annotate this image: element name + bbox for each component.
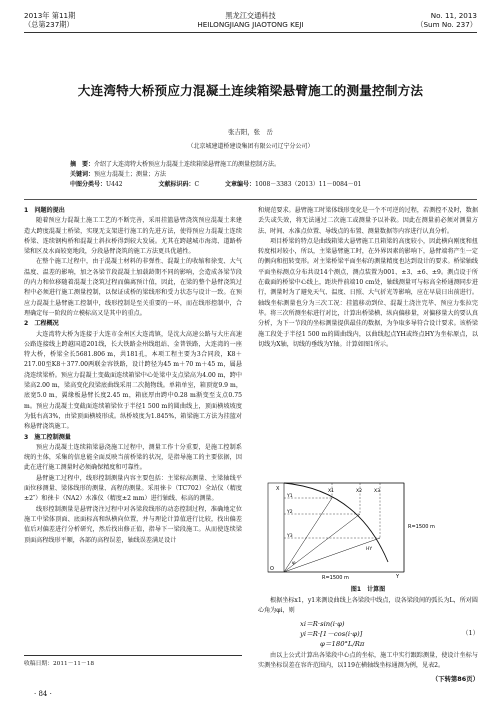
left-paragraph: 大连湾特大桥为连接于大连市金州区大连湾镇，是沈大高速公路与大庄高速公路连接线上跨越国道201线，长大铁路金州线组站、金普铁路，大连湾的一座特大桥，桥梁全长5681.806 m，共181孔，本项工程主要为3合同段，K8＋217.00至K8＋377.00两联金容铁路，设计跨径为45 m＋70 m＋45 m，属悬浇连续梁桥。预应力混凝土变截面连续箱梁中心处梁中支点梁高为4.00 m，跨中梁高2.00 m，梁高变化段梁底曲线采用二次抛物线。单箱单室，箱顶宽9.9 m，底宽5.0 m，翼缘板悬臂长度2.45 m，箱底厚由跨中0.28 m渐变至支点0.75 m。预应力混凝土变截面连续箱梁位于半径1 500 m的圆曲线上，顶面横坡坡度为低右高3%，由梁顶面横坡形成。纵桥坡度为1.845%，箱梁施工方法为挂篮对称悬臂浇筑施工。 xyxy=(24,330,242,431)
label-x3: X3 xyxy=(374,489,380,494)
article-authors: 张吉阳，张 岳 xyxy=(228,128,273,136)
equation-3: φ＝180°L/Rπ xyxy=(320,640,365,648)
left-paragraph: 预应力混凝土连续箱梁悬浇施工过程中，测量工作十分重要，是施工控制系统的主体，采集的信息能全面反映当前桥梁的状况，是指导施工的主要依据，因此在进行施工测量时必须确保精度和可靠性。 xyxy=(24,443,242,472)
label-y3: Y3 xyxy=(287,534,293,539)
clc-value: U442 xyxy=(106,181,123,188)
classification xyxy=(70,180,430,190)
keywords-text: 预应力混凝土；测量；方法 xyxy=(94,171,167,178)
after-figure-paragraph: 根据坐标x1，y1来测设曲线上各梁段中线点，设各梁段间的弧长为L，所对圆心角为φi，则 xyxy=(258,597,478,614)
abstract-label: 摘 要： xyxy=(70,161,95,168)
figure-1-diagram xyxy=(262,480,476,580)
right-paragraph: 项目桥梁的特点是曲线箱梁大悬臂施工且箱梁的高度较小，因此横向刚度和扭转度相对较小，所以，主梁悬臂施工时，在外界因素的影响下，悬臂端将产生一定的侧向和扭转变形。对主梁桥梁平面坐标的测量精度也达到设计的要求。桥梁轴线平面坐标测点分布共设14个测点，测点装置为001、±3、±6、±9。测点设于所在截面的桥梁中心线上，距块件前端10 cm处，轴线测量可与标高全桥通测同步进行，测量时为了避免天气、温度、日照、大气折光等影响，应在早晨日出前进行。轴线坐标测量也分为三次工况：挂篮移动到位、混凝土浇注完毕、预应力张拉完毕。将三次所测坐标进行对比，计算出桥梁横、纵向偏移量，对偏移量大的要认真分析，为下一节段的坐标测量提供最佳的数据，为争取多导符合设计要求。该桥梁施工段处于半径1 500 m的圆曲线内，以曲线起点YH或终点HY为坐标原点，以切线为X轴，切线的垂线为Y轴。计算如图1所示。 xyxy=(258,237,478,348)
figure-caption: 图1 计算图 xyxy=(350,586,386,593)
abstract xyxy=(70,160,430,170)
issue-info-en xyxy=(416,11,477,29)
left-paragraph: 随着预应力混凝土施工工艺的不断完善，采用挂篮悬臂浇筑预应混凝土来建造大跨度混凝土桥梁，实现无支架进行施工的先进方法，使得预应力混凝土连续桥梁、连续钢构桥和混凝土斜拉桥得到较大发展。尤其在跨越城市海湾、道路桥梁和区及水面较宽地段，分段悬臂浇筑的施工方法更具优越性。 xyxy=(24,217,242,256)
equation-1: xi＝R·sin(i·φ) xyxy=(300,620,345,628)
left-paragraph: 线形控制测量是悬臂浇注过程中对各梁段线形的动态控制过程，准确地定位施工中梁体顶面、底面标高和纵横向位置，并与理论计算值进行比较，找出偏差值后对偏差进行分析研究，然后找出修正值，指导下一梁段施工。从而使连续梁顶面高程线形平顺，各部的高程误差，轴线误差满足设计 xyxy=(24,505,242,544)
label-x2: X2 xyxy=(356,489,362,494)
journal-name xyxy=(24,11,477,29)
issue-number-en: No. 11, 2013 xyxy=(430,11,477,20)
after-figure-text xyxy=(258,596,478,616)
label-x1: X1 xyxy=(328,489,334,494)
label-hy: HY xyxy=(366,547,373,552)
abstract-text: 介绍了大连湾特大桥预应力混凝土连续箱梁悬臂施工的测量控制方法。 xyxy=(94,161,281,168)
article-title: 大连湾特大桥预应力混凝土连续箱梁悬臂施工的测量控制方法 xyxy=(77,83,424,98)
issue-sum-en: （Sum No. 237） xyxy=(416,20,477,29)
curve-arc xyxy=(284,483,388,562)
left-heading: 2 工程概况 xyxy=(24,320,59,328)
label-x: X xyxy=(276,486,280,492)
article-affiliation: （北京城建道桥建设集团有限公司辽宁分公司） xyxy=(187,143,314,150)
abstract-rule xyxy=(24,199,477,200)
doccode-value: C xyxy=(194,181,200,188)
page-number: · 84 · xyxy=(34,690,52,698)
issue-sum: （总第237期） xyxy=(24,20,74,29)
journal-name-en: HEILONGJIANG JIAOTONG KEJI xyxy=(197,20,304,29)
label-radius-right: R=1500 m xyxy=(408,524,435,530)
footnote: 收稿日期：2011－11－18 xyxy=(24,655,242,667)
left-heading: 1 问题的提出 xyxy=(24,207,65,214)
keywords xyxy=(70,170,430,180)
right-column xyxy=(258,206,478,350)
label-y2: Y2 xyxy=(287,510,293,515)
closing-text xyxy=(258,651,478,671)
doccode-label: 文献标识码： xyxy=(158,181,195,188)
label-y1: Y1 xyxy=(287,494,293,499)
equation-number: （1） xyxy=(462,629,479,637)
equation-2: yi＝R·[1－cos(i·φ)] xyxy=(300,630,363,638)
left-paragraph: 悬臂施工过程中，线形控制测量内容主要包括：主梁标高测量、主梁轴线平面位移测量、梁体线形的测量、高程的测量。采用徕卡（TC702）全站仪（精度±2″）和徕卡（NA2）水准仪（精度±2 mm）进行轴线、标高的测量。 xyxy=(24,474,242,503)
keywords-label: 关键词： xyxy=(70,171,95,178)
label-o: O xyxy=(270,566,274,572)
right-paragraph: 和规范要求。悬臂施工时梁体线形变化是一个不可逆的过程，若测控不及时，数据丢失或失效，将无法通过二次施工或测量予以补救。因此在测量前必须对测量方法、时间、水准点位置、导线点的布置、测量数据等内容进行认真分析。 xyxy=(258,207,478,235)
left-heading: 3 施工控制测量 xyxy=(24,433,71,441)
closing-paragraph: 由以上公式计算出各梁段中心点的坐标，施工中实行跟踪测量，使设计坐标与实测坐标误差在容许范围内，以119在横轴线坐标通测为例，见表2。 xyxy=(258,652,478,669)
artno-label: 文章编号： xyxy=(224,181,255,188)
issue-number: 2013年 第11期 xyxy=(24,11,76,20)
radius-line-3 xyxy=(284,538,380,572)
journal-name-cn: 黑龙江交通科技 xyxy=(225,11,276,20)
label-radius-bottom: R=1500 m xyxy=(322,575,349,580)
left-paragraph: 在整个施工过程中，由于混凝土材料的非弹性、混凝土的收缩和徐变、大气温度、温差的影响，加之各梁节段混凝土加载龄期不同的影响，会造成各梁节段的内力和位移随着混凝土浇筑过程而偏离预计值，因此，在梁的整个悬臂浇筑过程中必须进行施工测量控制，以保证成桥的梁线形和受力状态与设计一致。在预应力混凝土悬臂施工控制中，线形控制是至关重要的一环，而在线形控制中，合理确定每一阶段的立模标高又是其中的重点。 xyxy=(24,258,242,317)
clc-label: 中图分类号： xyxy=(70,181,107,188)
artno-value: 1008－3383（2013）11－0084－01 xyxy=(255,181,362,188)
label-phi: φ xyxy=(292,560,296,566)
journal-header xyxy=(24,11,477,37)
left-column xyxy=(24,206,242,546)
continued-note: （下转第86页） xyxy=(431,675,479,683)
label-y: Y xyxy=(396,574,400,580)
header-rule xyxy=(24,32,477,33)
